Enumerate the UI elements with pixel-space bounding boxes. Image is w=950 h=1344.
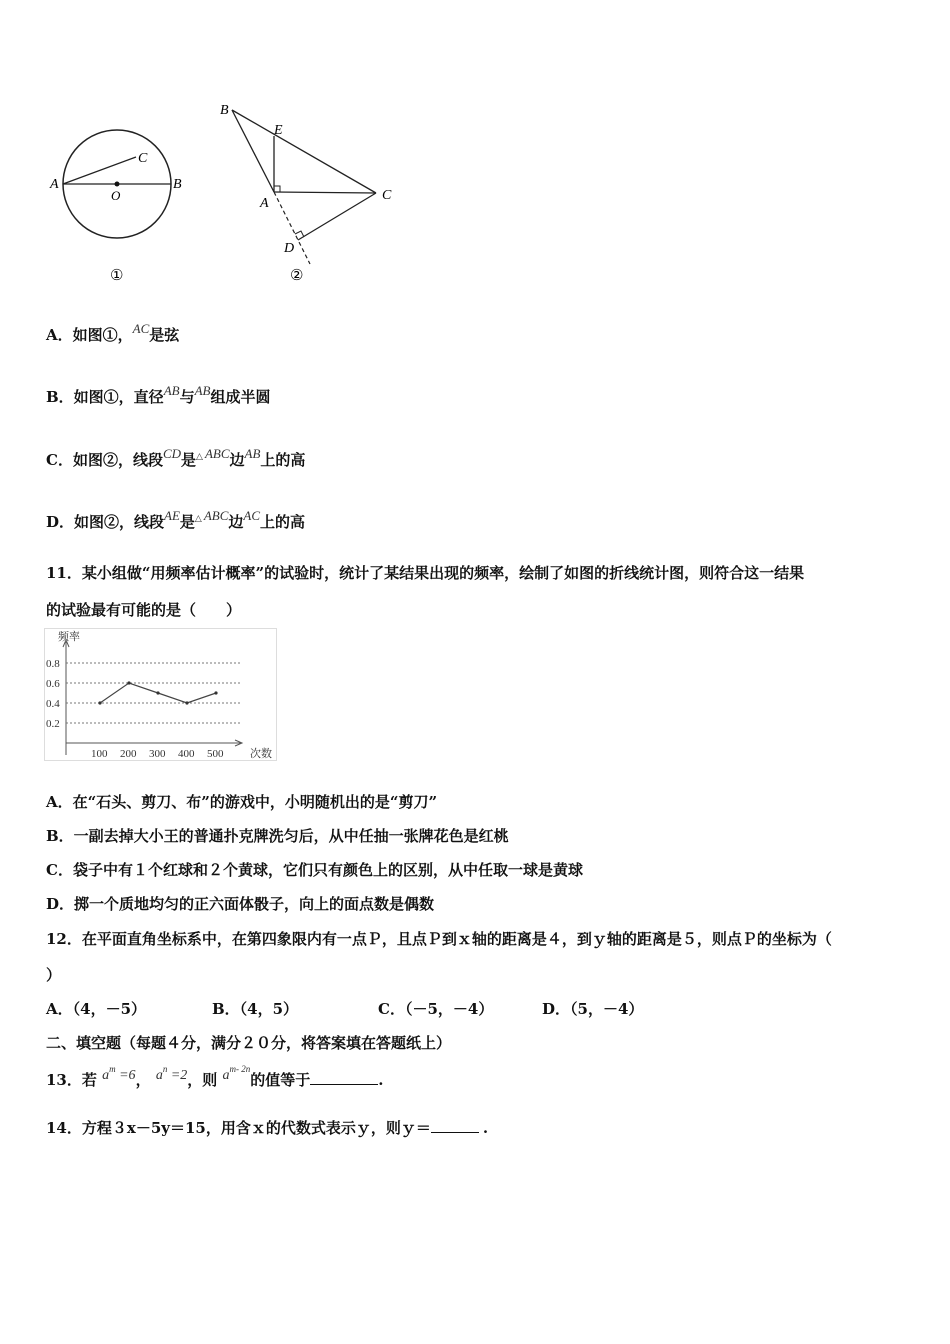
q12-option-a: A．（4，－5） bbox=[46, 1000, 147, 1018]
q12-stem-line1: 12．在平面直角坐标系中，在第四象限内有一点Ｐ，且点Ｐ到ｘ轴的距离是４，到ｙ轴的距离是５，则点Ｐ的坐标为（ bbox=[46, 930, 832, 948]
q12-option-b: B．（4，5） bbox=[212, 1000, 299, 1018]
answer-blank[interactable] bbox=[310, 1070, 378, 1085]
frequency-line-chart bbox=[44, 628, 278, 762]
q13: 13．若 $a^m =6$， $a^n =2$，则 $a^{m- 2n}$的值等于 . bbox=[46, 1064, 384, 1089]
figure-circle bbox=[44, 120, 204, 290]
q11-option-c: C．袋子中有１个红球和２个黄球，它们只有颜色上的区别，从中任取一球是黄球 bbox=[46, 861, 583, 879]
center-dot bbox=[115, 182, 120, 187]
y-tick-label: 0.4 bbox=[46, 698, 60, 710]
right-angle-a bbox=[274, 186, 280, 192]
q11-option-d: D．掷一个质地均匀的正六面体骰子，向上的面点数是偶数 bbox=[46, 895, 435, 913]
x-tick-label: 500 bbox=[207, 748, 224, 760]
label-b: B bbox=[173, 177, 182, 192]
q11-stem-line1: 11．某小组做“用频率估计概率”的试验时，统计了某结果出现的频率，绘制了如图的折线统计图，则符合这一结果 bbox=[46, 564, 805, 582]
y-tick-label: 0.6 bbox=[46, 678, 60, 690]
section-heading-fill-in: 二、填空题（每题４分，满分２０分，将答案填在答题纸上） bbox=[46, 1034, 452, 1052]
caption-2: ② bbox=[290, 268, 304, 284]
label-b: B bbox=[220, 103, 229, 118]
label-d: D bbox=[284, 241, 295, 256]
chart-xlabel: 次数 bbox=[250, 748, 272, 760]
q12-option-d: D．（5，－4） bbox=[542, 1000, 644, 1018]
y-tick-label: 0.8 bbox=[46, 658, 60, 670]
q12-stem-line2: ） bbox=[46, 966, 62, 984]
expr-a-m-2n: $a^{m- 2n}$ bbox=[222, 1064, 251, 1083]
x-tick-label: 400 bbox=[178, 748, 195, 760]
data-point bbox=[156, 691, 159, 694]
x-tick-label: 300 bbox=[149, 748, 166, 760]
label-a: A bbox=[50, 177, 59, 192]
q10-option-c: C．如图②，线段CD是△ ABC边AB上的高 bbox=[46, 446, 306, 469]
chord-ac bbox=[63, 157, 136, 184]
q14: 14．方程３x－5y＝15，用含ｘ的代数式表示ｙ，则ｙ＝ . bbox=[46, 1119, 489, 1137]
q10-option-a: A．如图①，AC是弦 bbox=[46, 321, 180, 344]
answer-blank[interactable] bbox=[431, 1118, 479, 1133]
label-c: C bbox=[138, 151, 148, 166]
label-c: C bbox=[382, 188, 392, 203]
segment-cd bbox=[298, 193, 376, 240]
q11-option-a: A．在“石头、剪刀、布”的游戏中，小明随机出的是“剪刀” bbox=[46, 793, 438, 811]
figure-triangle bbox=[210, 96, 410, 286]
segment-ac bbox=[274, 192, 376, 193]
label-a: A bbox=[260, 196, 269, 211]
data-point bbox=[127, 681, 130, 684]
chart-border bbox=[45, 629, 277, 761]
data-point bbox=[98, 701, 101, 704]
chart-ylabel: 频率 bbox=[58, 631, 80, 643]
x-tick-label: 100 bbox=[91, 748, 108, 760]
q10-option-d: D．如图②，线段AE是△ ABC边AC上的高 bbox=[46, 508, 306, 531]
data-point bbox=[185, 701, 188, 704]
expr-a-m: $a^m =6$ bbox=[102, 1064, 136, 1083]
q11-option-b: B．一副去掉大小王的普通扑克牌洗匀后，从中任抽一张牌花色是红桃 bbox=[46, 827, 509, 845]
x-tick-label: 200 bbox=[120, 748, 137, 760]
label-e: E bbox=[274, 123, 283, 138]
caption-1: ① bbox=[110, 268, 124, 284]
q11-stem-line2: 的试验最有可能的是（ ） bbox=[46, 601, 242, 619]
q12-option-c: C．（－5，－4） bbox=[378, 1000, 494, 1018]
expr-a-n: $a^n =2$ bbox=[155, 1064, 188, 1083]
label-o: O bbox=[111, 188, 121, 203]
q10-option-b: B．如图①，直径AB与AB组成半圆 bbox=[46, 383, 271, 406]
y-tick-label: 0.2 bbox=[46, 718, 60, 730]
data-point bbox=[214, 691, 217, 694]
